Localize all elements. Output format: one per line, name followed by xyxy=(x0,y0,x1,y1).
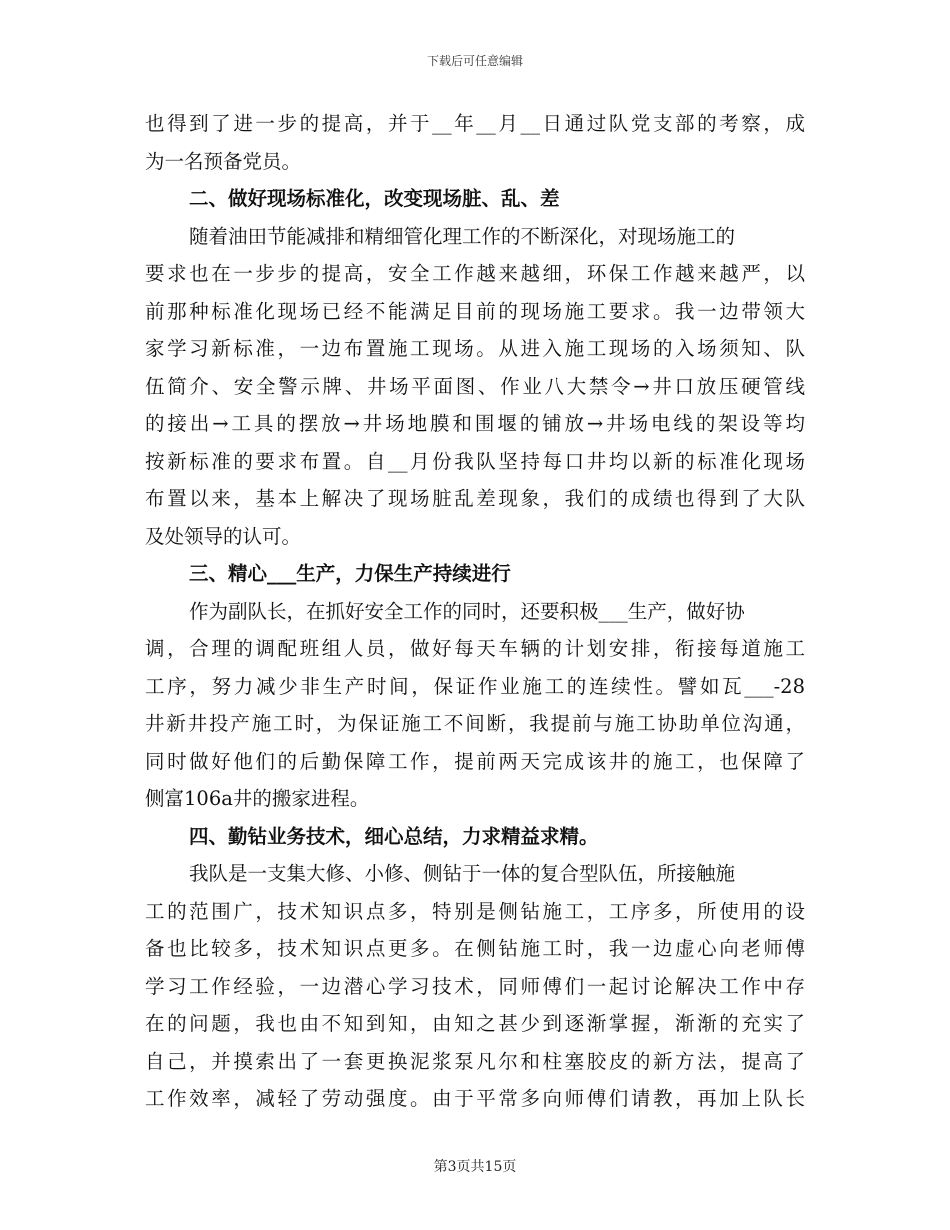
text-line: 随着油田节能减排和精细管化理工作的不断深化，对现场施工的 xyxy=(189,224,736,248)
text-line: 要求也在一步步的提高，安全工作越来越细，环保工作越来越严，以 xyxy=(145,262,805,285)
text-line: 布置以来，基本上解决了现场脏乱差现象，我们的成绩也得到了大队 xyxy=(145,487,805,510)
text-line: 侧富106a井的搬家进程。 xyxy=(145,787,370,810)
text-line: 的接出→工具的摆放→井场地膜和围堰的铺放→井场电线的架设等均 xyxy=(145,412,805,435)
document-body xyxy=(145,105,805,1118)
section-heading: 二、做好现场标准化，改变现场脏、乱、差 xyxy=(189,187,560,210)
text-line: 按新标准的要求布置。自__月份我队坚持每口井均以新的标准化现场 xyxy=(145,449,805,473)
page-footer: 第3页共15页 xyxy=(433,1159,517,1175)
text-line: 前那种标准化现场已经不能满足目前的现场施工要求。我一边带领大 xyxy=(145,299,805,323)
text-line: 同时做好他们的后勤保障工作，提前两天完成该井的施工，也保障了 xyxy=(145,749,805,773)
text-line: 调，合理的调配班组人员，做好每天车辆的计划安排，衔接每道施工 xyxy=(145,637,805,660)
text-line: 备也比较多，技术知识点更多。在侧钻施工时，我一边虚心向老师傅 xyxy=(145,937,805,960)
text-line: 家学习新标准，一边布置施工现场。从进入施工现场的入场须知、队 xyxy=(145,337,805,360)
text-line: 工的范围广，技术知识点多，特别是侧钻施工，工序多，所使用的设 xyxy=(145,899,805,923)
text-line: 工作效率，减轻了劳动强度。由于平常多向师傅们请教，再加上队长 xyxy=(145,1087,805,1110)
text-line: 为一名预备党员。 xyxy=(145,149,302,173)
section-heading: 三、精心___生产，力保生产持续进行 xyxy=(189,562,511,585)
text-line: 在的问题，我也由不知到知，由知之甚少到逐渐掌握，渐渐的充实了 xyxy=(145,1012,805,1035)
text-line: 工序，努力减少非生产时间，保证作业施工的连续性。譬如瓦___-28 xyxy=(145,674,805,698)
text-line: 伍简介、安全警示牌、井场平面图、作业八大禁令→井口放压硬管线 xyxy=(145,374,805,398)
text-line: 作为副队长，在抓好安全工作的同时，还要积极___生产，做好协 xyxy=(189,599,745,623)
section-heading: 四、勤钻业务技术，细心总结，力求精益求精。 xyxy=(189,824,599,848)
text-line: 及处领导的认可。 xyxy=(145,524,302,548)
text-line: 井新井投产施工时，为保证施工不间断，我提前与施工协助单位沟通， xyxy=(145,712,805,735)
text-line: 学习工作经验，一边潜心学习技术，同师傅们一起讨论解决工作中存 xyxy=(145,974,805,998)
text-line: 我队是一支集大修、小修、侧钻于一体的复合型队伍，所接触施 xyxy=(189,862,736,885)
page-header: 下载后可任意编辑 xyxy=(426,54,523,68)
text-line: 自己，并摸索出了一套更换泥浆泵凡尔和柱塞胶皮的新方法，提高了 xyxy=(145,1049,805,1073)
text-line: 也得到了进一步的提高，并于__年__月__日通过队党支部的考察，成 xyxy=(145,112,805,135)
